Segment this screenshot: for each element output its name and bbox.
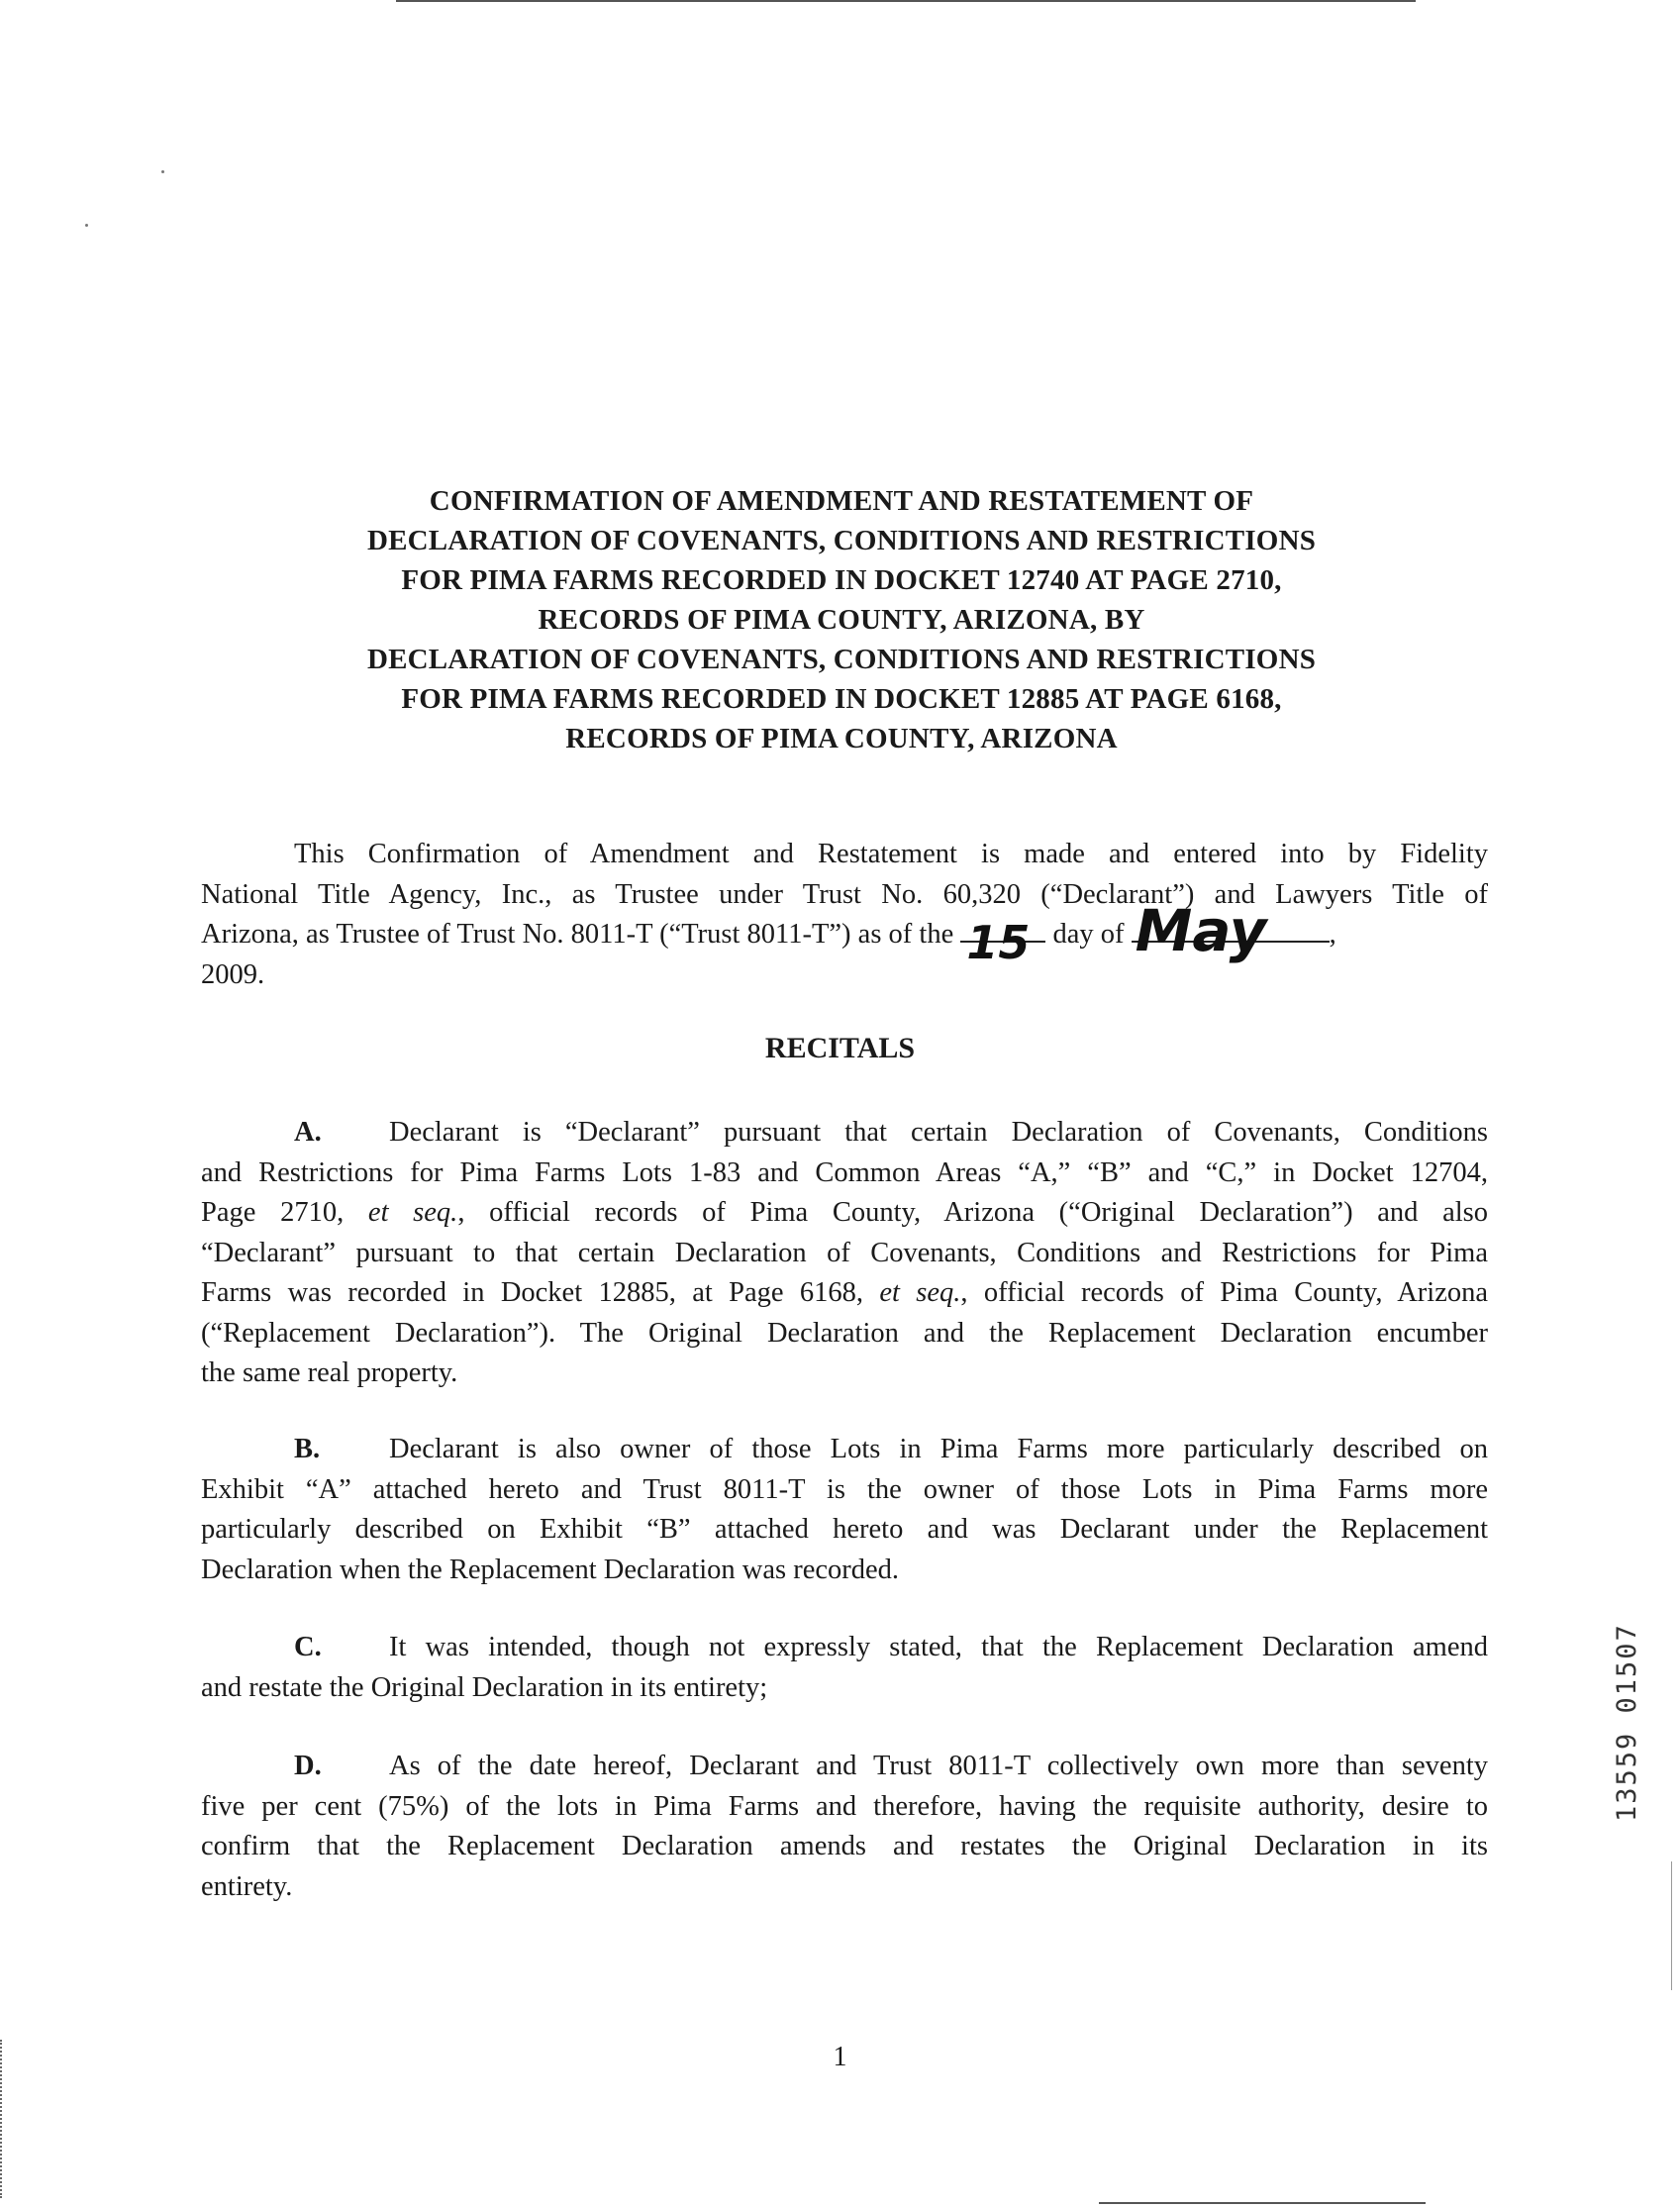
intro-line: day of xyxy=(1052,919,1125,950)
document-title xyxy=(198,481,1485,758)
intro-line: National Title Agency, Inc., as Trustee under Trust No. 60,320 (“Declarant”) and Lawyers Title of xyxy=(201,878,1488,910)
recital-label: A. xyxy=(294,1117,322,1148)
top-scan-rule xyxy=(396,0,1416,2)
recital-line: It was intended, though not expressly stated, that the Replacement Declaration amend xyxy=(389,1632,1488,1662)
recital-a xyxy=(201,1113,1488,1394)
recital-label: C. xyxy=(294,1632,322,1662)
intro-line: 2009. xyxy=(201,958,265,990)
recital-line: particularly described on Exhibit “B” attached hereto and was Declarant under the Replacement xyxy=(201,1514,1488,1545)
recital-label: D. xyxy=(294,1751,322,1781)
recitals-heading: RECITALS xyxy=(764,1032,916,1064)
month-blank xyxy=(1132,897,1330,964)
recital-line: confirm that the Replacement Declaration amends and restates the Original Declaration in its xyxy=(201,1831,1488,1861)
right-scan-rule xyxy=(1671,1861,1672,1990)
intro-comma: , xyxy=(1329,919,1336,950)
recital-line: “Declarant” pursuant to that certain Declaration of Covenants, Conditions and Restrictions for Pima xyxy=(201,1237,1488,1268)
title-line: FOR PIMA FARMS RECORDED IN DOCKET 12740 AT PAGE 2710, xyxy=(401,564,1282,596)
recital-line: , official records of Pima County, Arizona xyxy=(960,1277,1489,1308)
title-line: FOR PIMA FARMS RECORDED IN DOCKET 12885 AT PAGE 6168, xyxy=(401,683,1282,715)
handwritten-month: May xyxy=(1135,897,1267,964)
recital-line: (“Replacement Declaration”). The Original Declaration and the Replacement Declaration encumber xyxy=(201,1317,1488,1349)
handwritten-day: 15 xyxy=(966,916,1031,969)
recital-line: the same real property. xyxy=(201,1357,458,1388)
recital-c xyxy=(201,1628,1488,1708)
recital-line: and restate the Original Declaration in its entirety; xyxy=(201,1671,768,1703)
recital-italic: et seq. xyxy=(879,1277,961,1308)
recital-d xyxy=(201,1747,1488,1907)
recital-line: , official records of Pima County, Arizona (“Original Declaration”) and also xyxy=(457,1197,1489,1228)
title-line: DECLARATION OF COVENANTS, CONDITIONS AND RESTRICTIONS xyxy=(366,525,1317,556)
title-line: DECLARATION OF COVENANTS, CONDITIONS AND RESTRICTIONS xyxy=(366,644,1317,675)
scan-speck xyxy=(85,224,88,227)
recording-stamp: 13559 01507 xyxy=(1612,1623,1642,1822)
recital-b xyxy=(201,1430,1488,1590)
recital-line: Declarant is “Declarant” pursuant that certain Declaration of Covenants, Conditions xyxy=(389,1117,1488,1148)
recital-line: and Restrictions for Pima Farms Lots 1-83 and Common Areas “A,” “B” and “C,” in Docket 12704, xyxy=(201,1156,1488,1188)
recital-line: Page 2710, xyxy=(201,1197,345,1228)
intro-paragraph xyxy=(201,835,1488,995)
title-line: RECORDS OF PIMA COUNTY, ARIZONA xyxy=(565,723,1118,754)
intro-line: This Confirmation of Amendment and Restatement is made and entered into by Fidelity xyxy=(294,839,1488,869)
day-blank xyxy=(960,916,1045,969)
bottom-scan-rule xyxy=(1099,2202,1426,2204)
page-number: 1 xyxy=(833,2042,847,2072)
title-line: CONFIRMATION OF AMENDMENT AND RESTATEMENT OF xyxy=(429,485,1254,517)
recital-label: B. xyxy=(294,1434,321,1464)
recital-line: Declaration when the Replacement Declaration was recorded. xyxy=(201,1554,900,1585)
recital-line: Exhibit “A” attached hereto and Trust 8011-T is the owner of those Lots in Pima Farms more xyxy=(201,1473,1488,1505)
recital-line: five per cent (75%) of the lots in Pima Farms and therefore, having the requisite authority, desire to xyxy=(201,1790,1488,1822)
intro-line: Arizona, as Trustee of Trust No. 8011-T (“Trust 8011-T”) as of the xyxy=(201,919,954,950)
recital-line: As of the date hereof, Declarant and Trust 8011-T collectively own more than seventy xyxy=(389,1751,1488,1781)
title-line: RECORDS OF PIMA COUNTY, ARIZONA, BY xyxy=(538,604,1145,636)
recital-line: Declarant is also owner of those Lots in Pima Farms more particularly described on xyxy=(389,1434,1488,1464)
recital-line: entirety. xyxy=(201,1870,293,1902)
recital-italic: et seq. xyxy=(367,1197,458,1228)
scan-speck xyxy=(161,170,164,173)
recital-line: Farms was recorded in Docket 12885, at Page 6168, xyxy=(201,1277,863,1308)
